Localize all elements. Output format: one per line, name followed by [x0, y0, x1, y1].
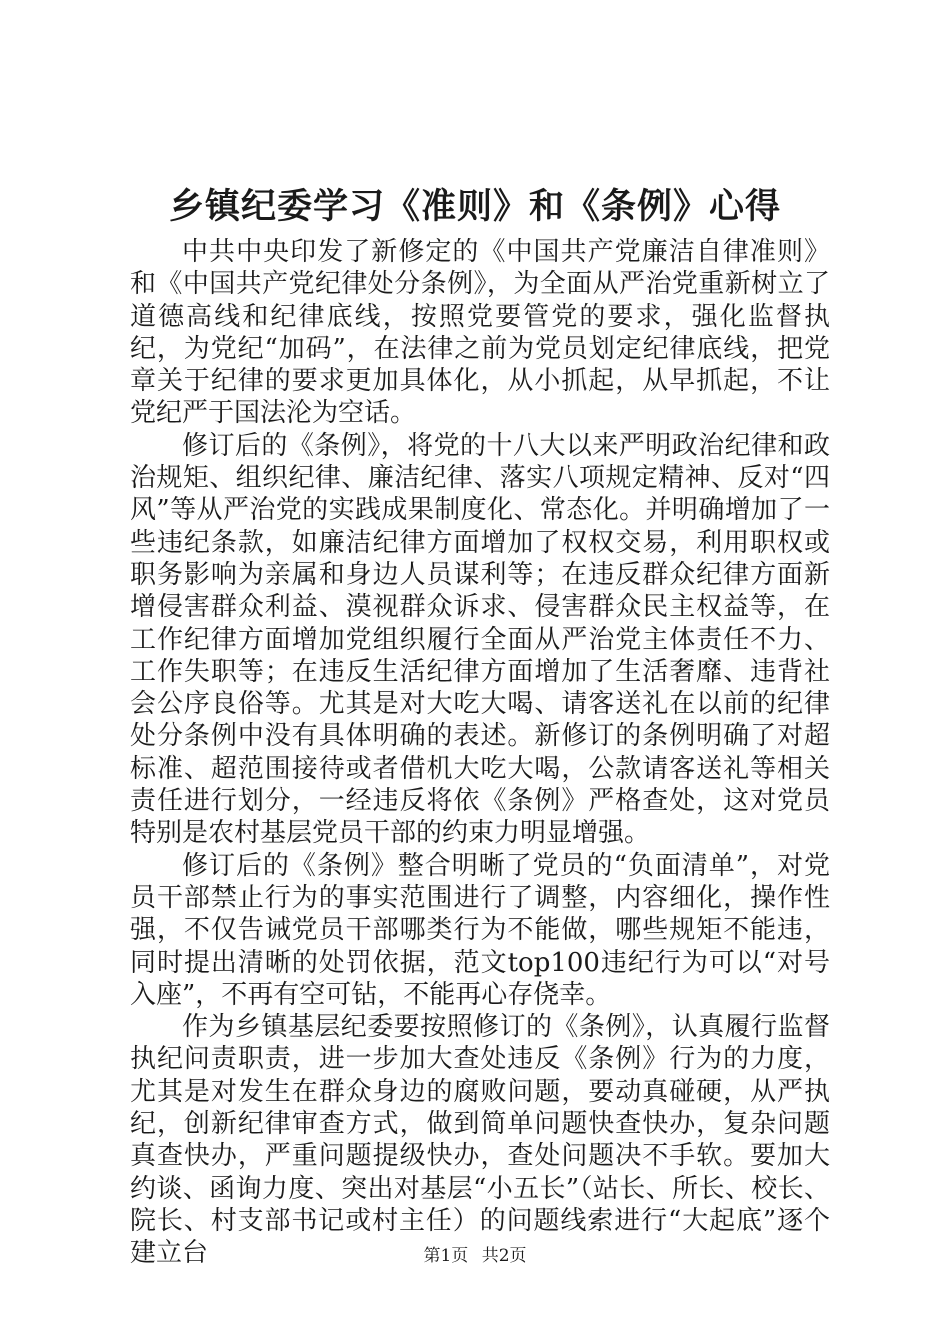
paragraph: 修订后的《条例》整合明晰了党员的“负面清单”，对党员干部禁止行为的事实范围进行了调整，内容细化，操作性强，不仅告诫党员干部哪类行为不能做，哪些规矩不能违，同时提出清晰的处罚依据，范文top100违纪行为可以“对号入座”，不再有空可钻，不能再心存侥幸。	[130, 850, 830, 1010]
page-total: 共2页	[481, 1246, 527, 1266]
paragraph: 作为乡镇基层纪委要按照修订的《条例》，认真履行监督执纪问责职责，进一步加大查处违反《条例》行为的力度，尤其是对发生在群众身边的腐败问题，要动真碰硬，从严执纪，创新纪律审查方式，做到简单问题快查快办，复杂问题真查快办，严重问题提级快办，查处问题决不手软。要加大约谈、函询力度、突出对基层“小五长”（站长、所长、校长、院长、村支部书记或村主任）的问题线索进行“大起底”逐个建立台	[130, 1012, 830, 1269]
page-number: 第1页	[423, 1246, 469, 1266]
document-body	[130, 236, 830, 1270]
paragraph: 修订后的《条例》，将党的十八大以来严明政治纪律和政治规矩、组织纪律、廉洁纪律、落实八项规定精神、反对“四风”等从严治党的实践成果制度化、常态化。并明确增加了一些违纪条款，如廉洁纪律方面增加了权权交易，利用职权或职务影响为亲属和身边人员谋利等；在违反群众纪律方面新增侵害群众利益、漠视群众诉求、侵害群众民主权益等，在工作纪律方面增加党组织履行全面从严治党主体责任不力、工作失职等；在违反生活纪律方面增加了生活奢靡、违背社会公序良俗等。尤其是对大吃大喝、请客送礼在以前的纪律处分条例中没有具体明确的表述。新修订的条例明确了对超标准、超范围接待或者借机大吃大喝，公款请客送礼等相关责任进行划分，一经违反将依《条例》严格查处，这对党员特别是农村基层党员干部的约束力明显增强。	[130, 430, 830, 849]
document-title: 乡镇纪委学习《准则》和《条例》心得	[168, 186, 781, 227]
paragraph: 中共中央印发了新修定的《中国共产党廉洁自律准则》和《中国共产党纪律处分条例》，为全面从严治党重新树立了道德高线和纪律底线，按照党要管党的要求，强化监督执纪，为党纪“加码”，在法律之前为党员划定纪律底线，把党章关于纪律的要求更加具体化，从小抓起，从早抓起，不让党纪严于国法沦为空话。	[130, 237, 830, 429]
page-footer	[0, 1244, 950, 1268]
